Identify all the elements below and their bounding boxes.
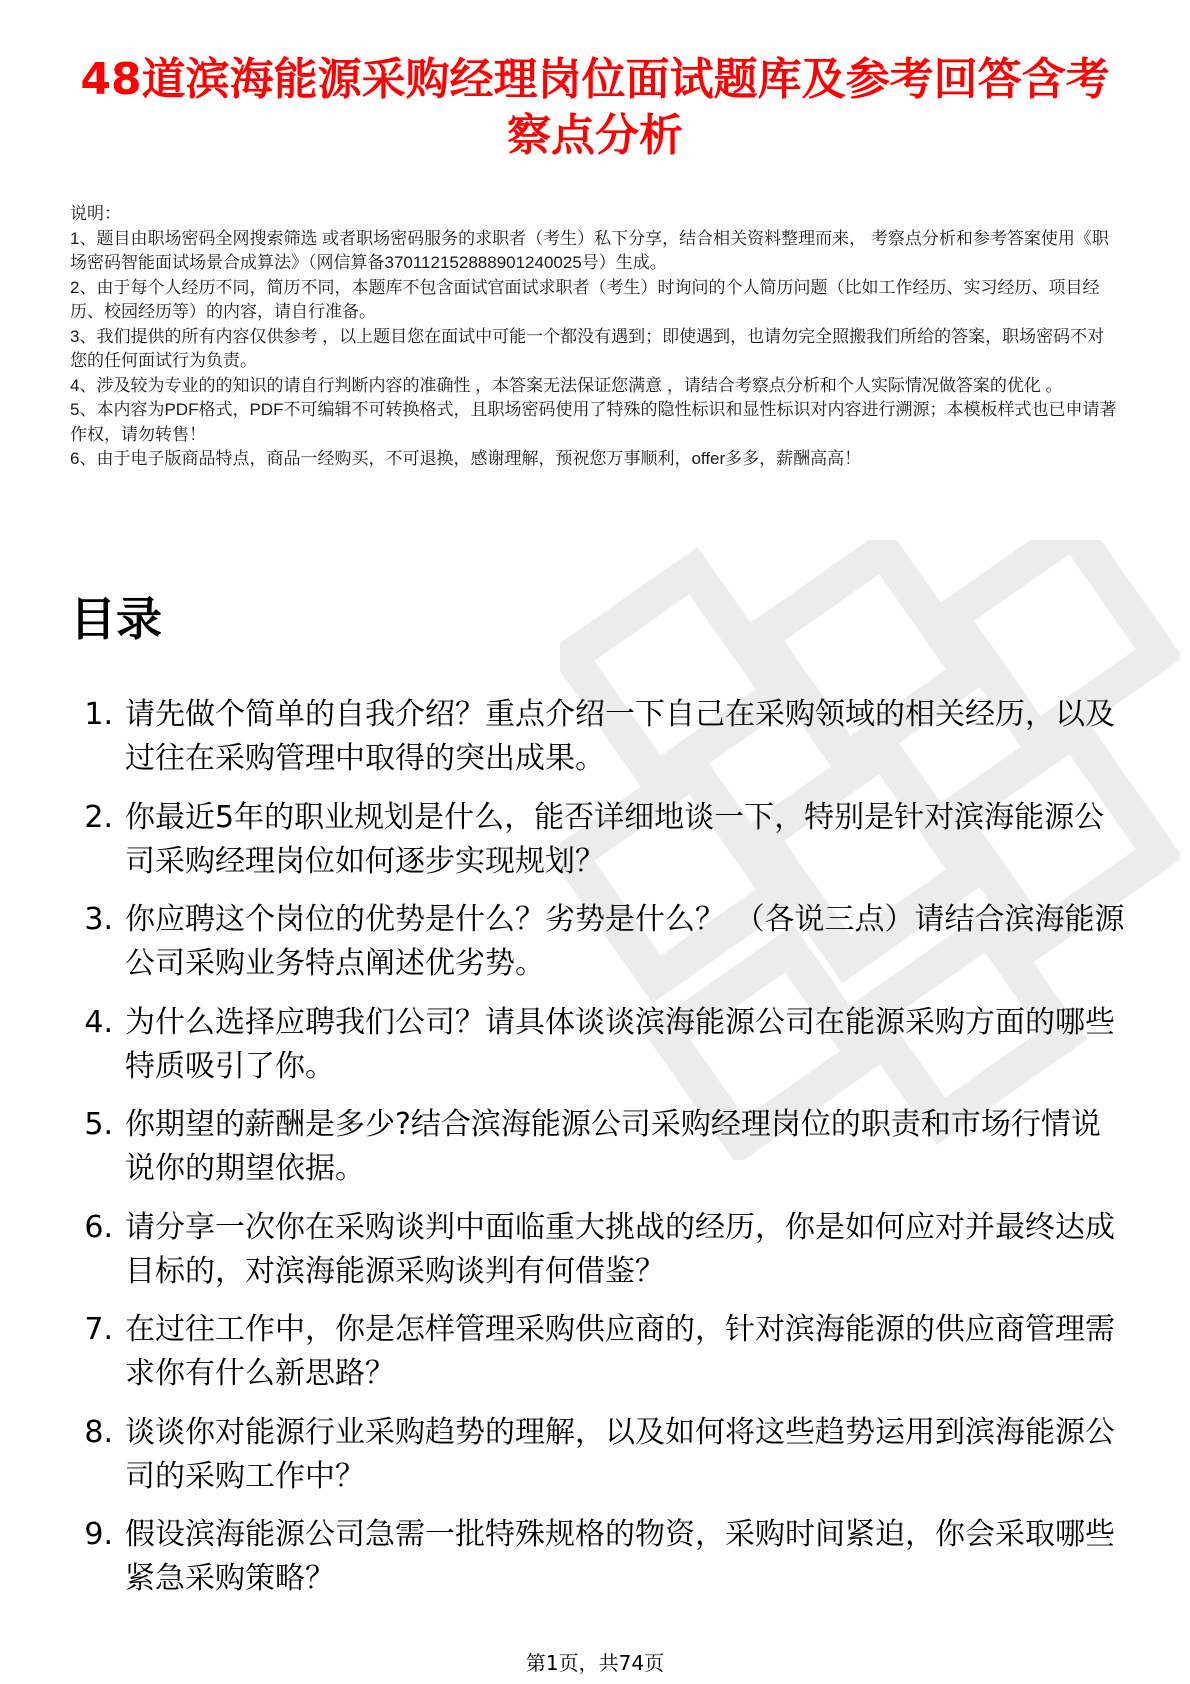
toc-item-number: 6. bbox=[84, 1209, 113, 1245]
toc-item-text[interactable]: 请分享一次你在采购谈判中面临重大挑战的经历，你是如何应对并最终达成目标的，对滨海能源采购谈判有何借鉴？ bbox=[125, 1209, 1115, 1289]
document-title: 48道滨海能源采购经理岗位面试题库及参考回答含考察点分析 bbox=[80, 54, 1110, 161]
toc-item-number: 5. bbox=[84, 1107, 113, 1142]
note-item: 2、由于每个人经历不同，简历不同，本题库不包含面试官面试求职者（考生）时询问的个人简历问题（比如工作经历、实习经历、项目经历、校园经历等）的内容，请自行准备。 bbox=[70, 277, 1100, 321]
toc-item-number: 8. bbox=[84, 1414, 113, 1450]
toc-item-text[interactable]: 谈谈你对能源行业采购趋势的理解，以及如何将这些趋势运用到滨海能源公司的采购工作中？ bbox=[125, 1414, 1115, 1494]
toc-item-text[interactable]: 为什么选择应聘我们公司？请具体谈谈滨海能源公司在能源采购方面的哪些特质吸引了你。 bbox=[125, 1004, 1115, 1084]
toc-heading: 目录 bbox=[70, 592, 162, 646]
toc-item-number: 9. bbox=[84, 1517, 113, 1552]
toc-item[interactable] bbox=[70, 1001, 1130, 1089]
note-item: 5、本内容为PDF格式，PDF不可编辑不可转换格式，且职场密码使用了特殊的隐性标识和显性标识对内容进行溯源；本模板样式也已申请著作权，请勿转售！ bbox=[70, 400, 1117, 444]
toc-item-number: 4. bbox=[84, 1004, 113, 1040]
toc-item-number: 1. bbox=[84, 697, 113, 732]
toc-item[interactable] bbox=[70, 1206, 1130, 1294]
toc-item-text[interactable]: 你最近5年的职业规划是什么，能否详细地谈一下，特别是针对滨海能源公司采购经理岗位如何逐步实现规划？ bbox=[125, 799, 1105, 879]
toc-item-text[interactable]: 你期望的薪酬是多少?结合滨海能源公司采购经理岗位的职责和市场行情说说你的期望依据。 bbox=[125, 1107, 1101, 1186]
toc-item-text[interactable]: 假设滨海能源公司急需一批特殊规格的物资，采购时间紧迫，你会采取哪些紧急采购策略？ bbox=[125, 1517, 1115, 1596]
toc-item-number: 2. bbox=[84, 799, 113, 835]
toc-item-number: 7. bbox=[84, 1312, 113, 1347]
note-item: 3、我们提供的所有内容仅供参考 ，以上题目您在面试中可能一个都没有遇到；即使遇到，也请勿完全照搬我们所给的答案，职场密码不对您的任何面试行为负责。 bbox=[70, 326, 1105, 370]
toc-list bbox=[70, 693, 1130, 1616]
toc-item[interactable] bbox=[70, 1513, 1130, 1601]
toc-item-text[interactable]: 你应聘这个岗位的优势是什么？劣势是什么？ （各说三点）请结合滨海能源公司采购业务特点阐述优劣势。 bbox=[125, 902, 1125, 981]
notes-section bbox=[70, 202, 1120, 472]
note-item: 6、由于电子版商品特点，商品一经购买，不可退换，感谢理解，预祝您万事顺利，offer多多，薪酬高高！ bbox=[70, 449, 862, 468]
toc-item[interactable] bbox=[70, 898, 1130, 986]
toc-item-text[interactable]: 在过往工作中，你是怎样管理采购供应商的，针对滨海能源的供应商管理需求你有什么新思路？ bbox=[125, 1312, 1115, 1391]
notes-heading: 说明： bbox=[70, 204, 121, 223]
toc-item[interactable] bbox=[70, 693, 1130, 781]
toc-item[interactable] bbox=[70, 1308, 1130, 1396]
toc-item-text[interactable]: 请先做个简单的自我介绍？重点介绍一下自己在采购领域的相关经历，以及过往在采购管理中取得的突出成果。 bbox=[125, 697, 1115, 776]
toc-item[interactable] bbox=[70, 1103, 1130, 1191]
toc-item-number: 3. bbox=[84, 902, 113, 937]
note-item: 4、涉及较为专业的的知识的请自行判断内容的准确性 ，本答案无法保证您满意 ，请结合考察点分析和个人实际情况做答案的优化 。 bbox=[70, 375, 1063, 395]
page-footer: 第1页，共74页 bbox=[525, 1651, 665, 1675]
toc-item[interactable] bbox=[70, 1411, 1130, 1499]
toc-item[interactable] bbox=[70, 796, 1130, 884]
note-item: 1、题目由职场密码全网搜索筛选 或者职场密码服务的求职者（考生）私下分享，结合相关资料整理而来， 考察点分析和参考答案使用《职场密码智能面试场景合成算法》（网信算备370112152888901240025号）生成。 bbox=[70, 228, 1109, 272]
